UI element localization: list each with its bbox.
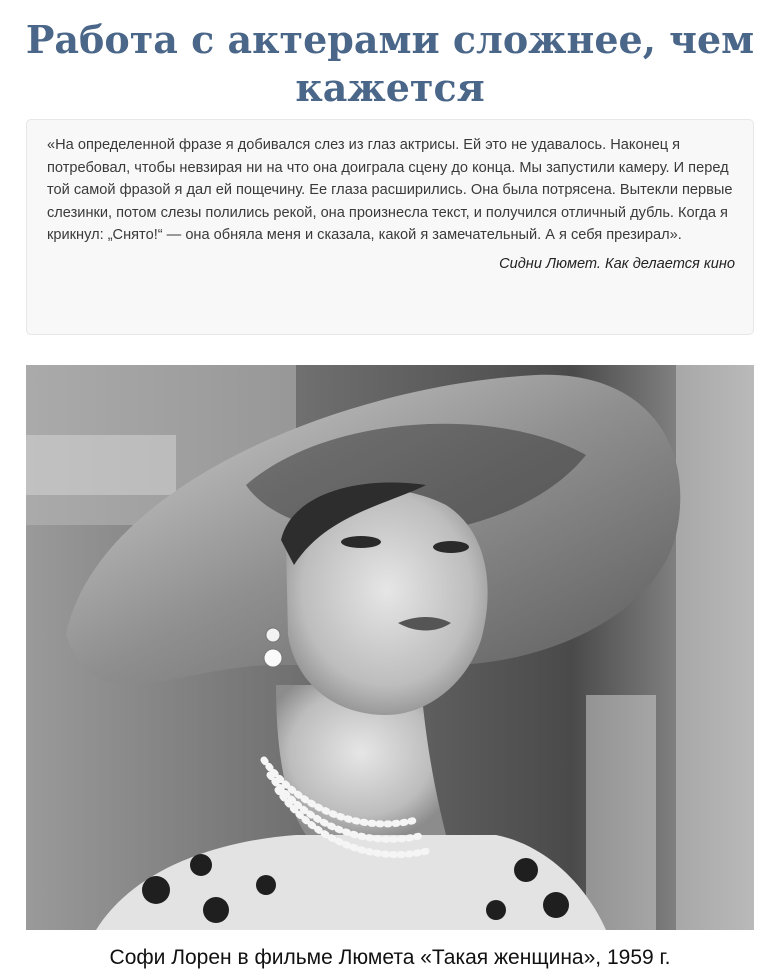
quote-block <box>26 119 754 335</box>
article-photo <box>26 365 754 930</box>
quote-text: «На определенной фразе я добивался слез из глаз актрисы. Ей это не удавалось. Наконец я потребовал, чтобы невзирая ни на что она доиграла сцену до конца. Мы запустили камеру. И перед той самой фразой я дал ей пощечину. Ее глаза расширились. Она была потрясена. Вытекли первые слезинки, потом слезы полились рекой, она произнесла текст, и получился отличный дубль. Когда я крикнул: „Снято!“ — она обняла меня и сказала, какой я замечательный. А я себя презирал». <box>47 137 733 244</box>
photo-caption: Софи Лорен в фильме Люмета «Такая женщина», 1959 г. <box>109 946 671 969</box>
quote-source: Сидни Люмет. Как делается кино <box>499 255 735 272</box>
article-title: Работа с актерами сложнее, чем кажется <box>25 17 755 110</box>
